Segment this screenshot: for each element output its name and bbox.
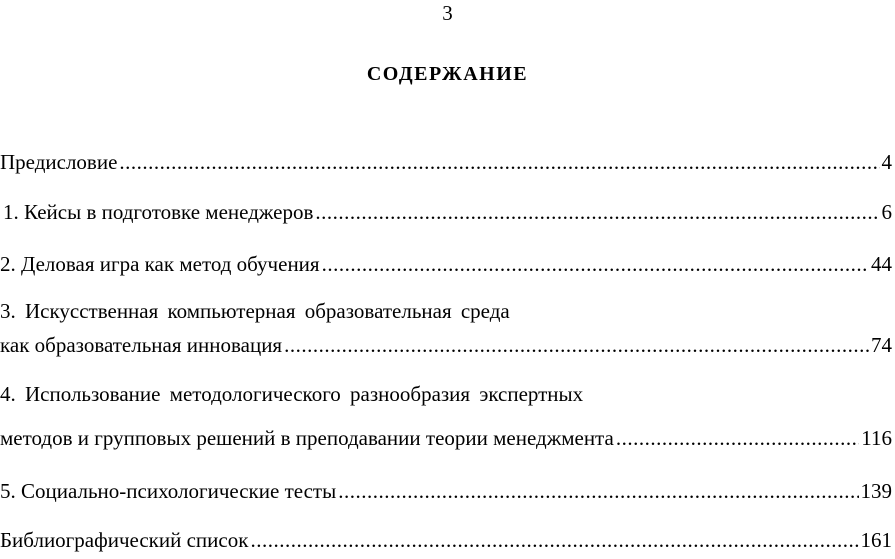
toc-entry-page: 4	[881, 150, 892, 174]
toc-entry-title: 2. Деловая игра как метод обучения	[0, 252, 320, 276]
toc-entry-chapter-3-line-1: 3. Искусственная компьютерная образовательная среда	[0, 299, 510, 323]
toc-leader-dots	[315, 200, 879, 224]
toc-leader-dots	[338, 479, 858, 503]
toc-leader-dots	[119, 150, 879, 174]
toc-entry-title: 5. Социально-психологические тесты	[0, 479, 337, 503]
toc-entry-chapter-4-line-1: 4. Использование методологического разнообразия экспертных	[0, 382, 584, 406]
toc-entry-title: методов и групповых решений в преподавании теории менеджмента	[0, 426, 614, 450]
contents-heading: СОДЕРЖАНИЕ	[366, 63, 529, 85]
toc-entry-chapter-5	[0, 479, 892, 503]
toc-entry-preface	[0, 150, 892, 174]
toc-entry-page: 74	[871, 333, 892, 357]
toc-entry-chapter-4	[0, 426, 892, 450]
toc-entry-page: 116	[861, 426, 892, 450]
toc-entry-title: Предисловие	[0, 150, 118, 174]
toc-entry-chapter-2	[0, 252, 892, 276]
toc-entry-bibliography	[0, 528, 892, 552]
toc-leader-dots	[616, 426, 859, 450]
toc-entry-chapter-1	[3, 200, 892, 224]
toc-leader-dots	[284, 333, 869, 357]
toc-entry-page: 161	[860, 528, 892, 552]
toc-entry-title: как образовательная инновация	[0, 333, 283, 357]
toc-entry-page: 139	[860, 479, 892, 503]
toc-entry-page: 44	[871, 252, 892, 276]
toc-entry-page: 6	[881, 200, 892, 224]
toc-entry-title: Библиографический список	[0, 528, 249, 552]
toc-entry-title: 1. Кейсы в подготовке менеджеров	[3, 200, 314, 224]
toc-leader-dots	[250, 528, 858, 552]
toc-entry-chapter-3	[0, 333, 892, 357]
page-number: 3	[442, 1, 453, 25]
toc-leader-dots	[322, 252, 869, 276]
